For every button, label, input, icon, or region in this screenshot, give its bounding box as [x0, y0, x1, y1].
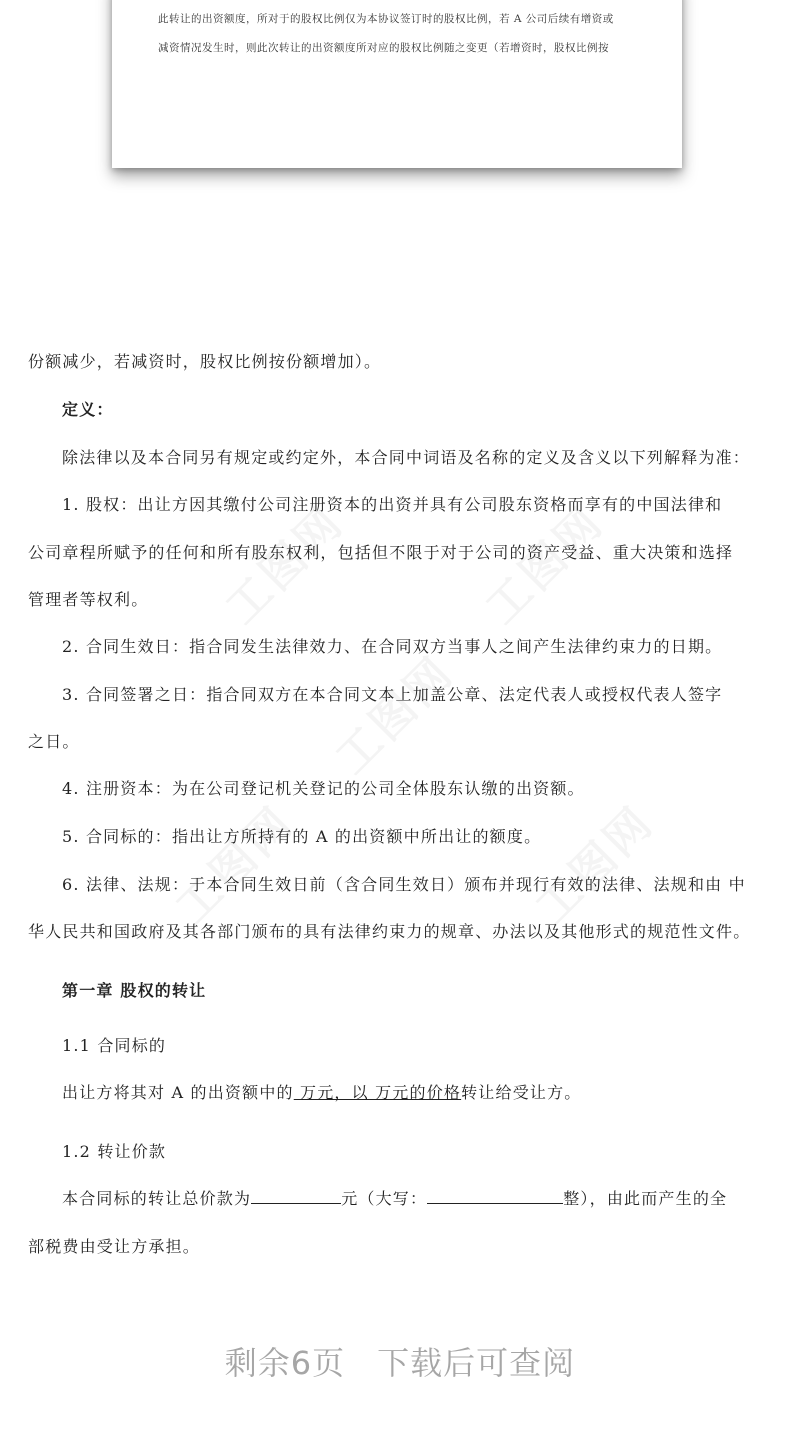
- section-1-2-text: [62, 1186, 727, 1209]
- section-1-1-heading: 1.1 合同标的: [62, 1036, 167, 1055]
- download-to-view-label: 下载后可查阅: [377, 1344, 576, 1382]
- definitions-intro: 除法律以及本合同另有规定或约定外，本合同中词语及名称的定义及含义以下列解释为准：: [62, 448, 751, 467]
- download-notice[interactable]: [0, 1338, 800, 1384]
- section-1-2-text-pre: 本合同标的转让总价款为: [62, 1189, 252, 1208]
- definition-5: 5. 合同标的：指出让方所持有的 A 的出资额中所出让的额度。: [62, 827, 542, 846]
- chapter-1-heading: 第一章 股权的转让: [62, 981, 207, 1000]
- preview-line-1: 此转让的出资额度，所对于的股权比例仅为本协议签订时的股权比例，若 A 公司后续有增资或: [158, 13, 614, 25]
- definition-1-line-2: 公司章程所赋予的任何和所有股东权利，包括但不限于对于公司的资产受益、重大决策和选择: [28, 543, 734, 562]
- price-blank: [251, 1189, 341, 1204]
- definition-6-line-2: 华人民共和国政府及其各部门颁布的具有法律约束力的规章、办法以及其他形式的规范性文件。: [28, 922, 751, 941]
- definition-3-line-2: 之日。: [28, 732, 80, 751]
- definition-4: 4. 注册资本：为在公司登记机关登记的公司全体股东认缴的出资额。: [62, 779, 585, 798]
- section-1-2-text-cont: 部税费由受让方承担。: [28, 1237, 201, 1256]
- section-1-1-amount-blank: 万元，以 万元的价格: [293, 1083, 462, 1102]
- definitions-heading: 定义：: [62, 400, 114, 419]
- definition-6-line-1: 6. 法律、法规：于本合同生效日前（含合同生效日）颁布并现行有效的法律、法规和由 中: [62, 875, 746, 894]
- continuation-text: 份额减少，若减资时，股权比例按份额增加）。: [28, 352, 382, 371]
- watermark: [318, 638, 465, 785]
- definition-2: 2. 合同生效日：指合同发生法律效力、在合同双方当事人之间产生法律约束力的日期。: [62, 637, 723, 656]
- watermark: [518, 788, 665, 935]
- section-1-2-heading: 1.2 转让价款: [62, 1142, 167, 1161]
- definition-1-line-1: 1. 股权：出让方因其缴付公司注册资本的出资并具有公司股东资格而享有的中国法律和: [62, 495, 723, 514]
- section-1-1-text-post: 转让给受让方。: [461, 1083, 582, 1102]
- page-preview-card: [112, 0, 682, 168]
- section-1-1-text-pre: 出让方将其对 A 的出资额中的: [62, 1083, 294, 1102]
- price-uppercase-blank: [427, 1189, 563, 1204]
- section-1-2-text-post: 整），由此而产生的全: [563, 1189, 728, 1208]
- watermark: [158, 788, 305, 935]
- preview-line-2: 减资情况发生时，则此次转让的出资额度所对应的股权比例随之变更（若增资时，股权比例按: [158, 42, 609, 54]
- definition-3-line-1: 3. 合同签署之日：指合同双方在本合同文本上加盖公章、法定代表人或授权代表人签字: [62, 685, 723, 704]
- section-1-2-text-mid: 元（大写：: [341, 1189, 428, 1208]
- section-1-1-text: [62, 1080, 582, 1103]
- definition-1-line-3: 管理者等权利。: [28, 590, 149, 609]
- remaining-pages-label: 剩余6页: [224, 1344, 346, 1382]
